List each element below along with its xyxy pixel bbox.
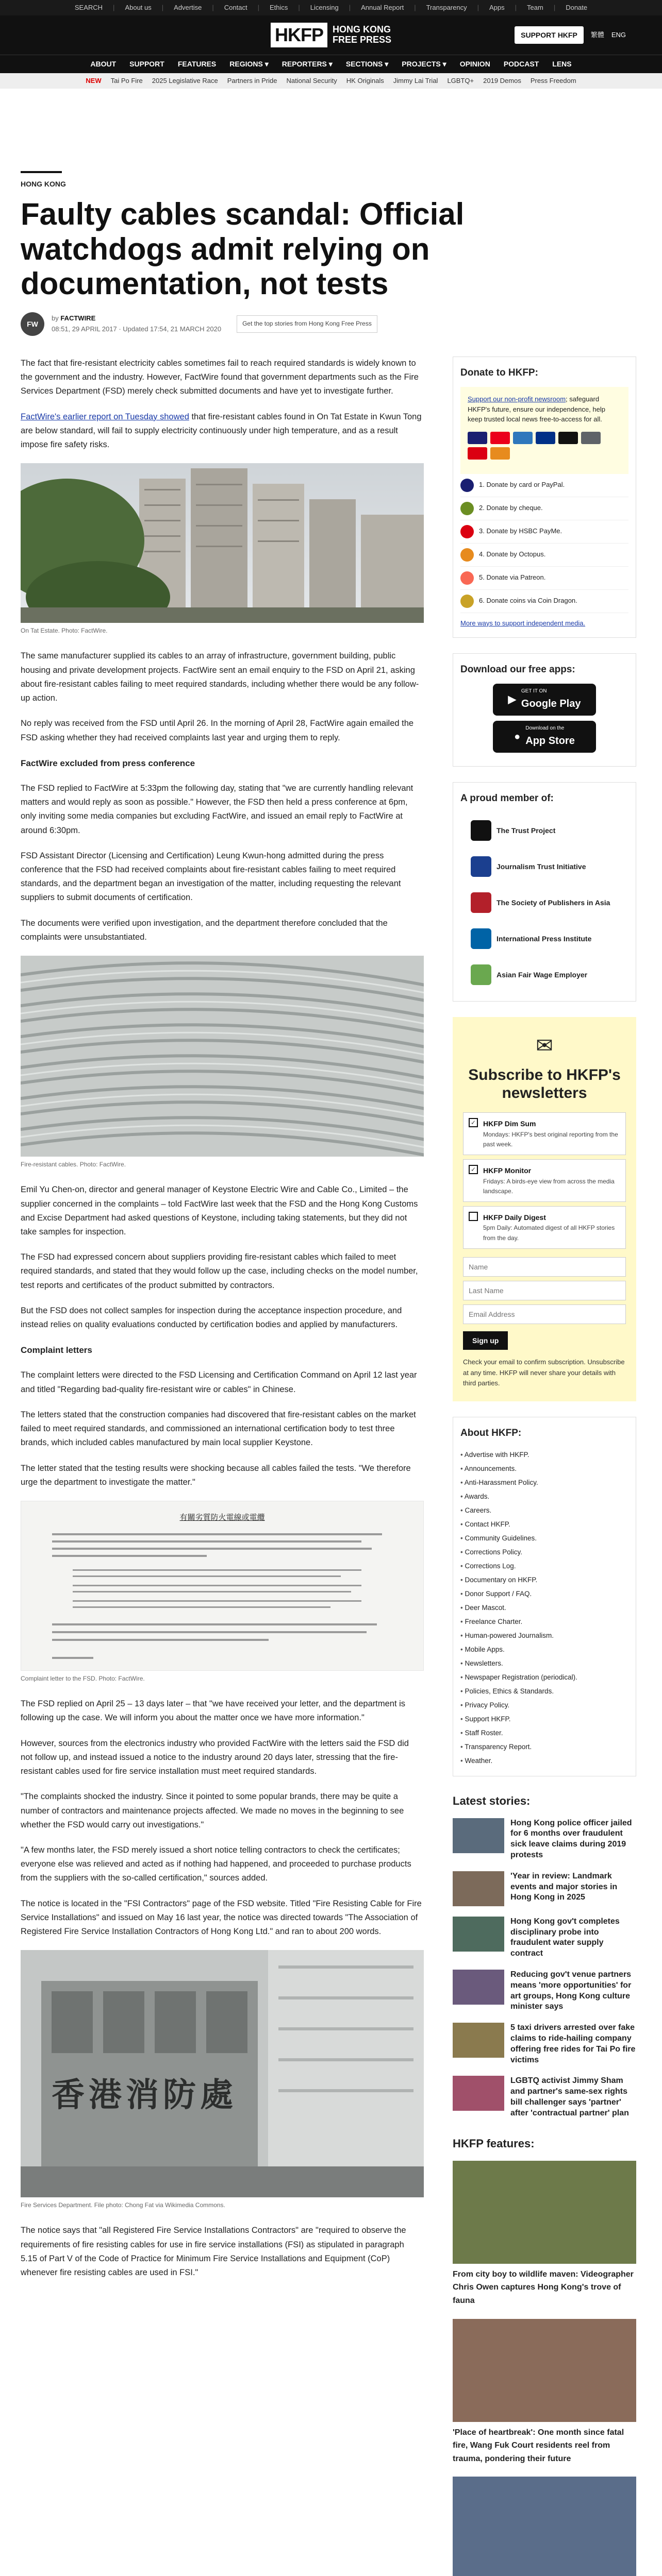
paragraph: However, sources from the electronics industry who provided FactWire with the letters said the FSD did not follow up, and instead issued a notice to the industry around 20 days later, stressing that the fire-resistant cables used for fire service installation must meet required standards. (21, 1738, 409, 1776)
apps-link[interactable]: Apps (489, 3, 505, 11)
logo-mark: HKFP (271, 23, 327, 47)
paragraph: The FSD had expressed concern about suppliers providing fire-resistant cables which failed to meet required standards, and stated that they would follow up the case, including checks on the model number, test reports and certificates of the product submitted by contractors. (21, 1252, 418, 1290)
latest-title: Latest stories: (453, 1794, 531, 1807)
topic-link[interactable]: 2025 Legislative Race (152, 76, 218, 84)
article-dates: 08:51, 29 APRIL 2017 · Updated 17:54, 21 MARCH 2020 (52, 325, 222, 333)
about-link[interactable]: • Corrections Log. (460, 1559, 628, 1573)
about-link[interactable]: • Weather. (460, 1754, 628, 1768)
topic-link[interactable]: Jimmy Lai Trial (393, 76, 438, 84)
story-headline[interactable]: LGBTQ activist Jimmy Sham and partner's same-sex rights bill challenger says 'partner' after 'contractual partner' plan (510, 2076, 629, 2117)
about-link[interactable]: • Staff Roster. (460, 1726, 628, 1740)
nav-opinion[interactable]: OPINION (459, 60, 490, 69)
byline-text: by FACTWIRE 08:51, 29 APRIL 2017 · Updated 17:54, 21 MARCH 2020 (52, 314, 222, 333)
nav-projects[interactable]: PROJECTS ▾ (402, 60, 446, 69)
topic-link[interactable]: 2019 Demos (483, 76, 521, 84)
sidebar (453, 357, 636, 2576)
about-link[interactable]: • Mobile Apps. (460, 1642, 628, 1656)
paragraph: The letter stated that the testing results were shocking because all cables failed the tests. "We therefore urge the department to investigate the matter." (21, 1463, 411, 1487)
nav-podcast[interactable]: PODCAST (503, 60, 539, 69)
story-item[interactable] (453, 2076, 636, 2119)
photo-caption: Complaint letter to the FSD. Photo: FactWire. (21, 1675, 145, 1683)
sopa-icon (471, 892, 491, 913)
paragraph: The letters stated that the construction companies had discovered that fire-resistant cables on the market failed to meet required standards, and commissioned an international certification body to test three brands, which included cables manufactured by main local supplier Keystone. (21, 1410, 416, 1448)
email-field[interactable] (463, 1304, 626, 1324)
about-link[interactable]: • Human-powered Journalism. (460, 1629, 628, 1642)
about-link[interactable]: • Community Guidelines. (460, 1531, 628, 1545)
fair-wage-icon (471, 964, 491, 985)
about-link[interactable]: • Privacy Policy. (460, 1698, 628, 1712)
page-wrapper (19, 171, 643, 2576)
member-logo[interactable]: Journalism Trust Initiative (460, 849, 628, 885)
checkbox[interactable]: ✓ (469, 1165, 478, 1174)
donate-title: Donate to HKFP: (460, 367, 538, 378)
about-link[interactable]: • Announcements. (460, 1462, 628, 1476)
google-pay-icon[interactable] (581, 432, 601, 444)
about-link[interactable]: • Transparency Report. (460, 1740, 628, 1754)
paragraph: The complaint letters were directed to the FSD Licensing and Certification Command on April 12 last year and titled "Regarding bad-quality fire-resistant wire or cables" in Chinese. (21, 1370, 417, 1394)
advertise-link[interactable]: Advertise (174, 3, 202, 11)
newsletter-option[interactable]: ✓ HKFP Dim Sum Mondays: HKFP's best original reporting from the past week. (463, 1112, 626, 1155)
about-link[interactable]: • Documentary on HKFP. (460, 1573, 628, 1587)
octopus-icon[interactable] (490, 447, 510, 460)
topic-link[interactable]: HK Originals (346, 76, 384, 84)
member-logo[interactable]: International Press Institute (460, 921, 628, 957)
newsletter-promo-button[interactable]: Get the top stories from Hong Kong Free Press (237, 315, 377, 332)
newsletter-title: Subscribe to HKFP's newsletters (468, 1066, 621, 1101)
story-headline[interactable]: 'Year in review: Landmark events and major stories in Hong Kong in 2025 (510, 1871, 618, 1902)
donate-link[interactable]: Donate (566, 3, 588, 11)
newsletter-option[interactable]: HKFP Daily Digest 5pm Daily: Automated digest of all HKFP stories from the day. (463, 1206, 626, 1249)
support-button[interactable]: SUPPORT HKFP (515, 26, 584, 44)
article-body (19, 357, 422, 2576)
paragraph: The FSD replied to FactWire at 5:33pm the following day, stating that "we are currently handling relevant matters and would reply as soon as possible." However, the FSD then held a press conference at 6pm, only inviting some media companies but excluding FactWire, and issued an email reply to FactWire at around 6:30pm. (21, 783, 413, 835)
more-ways-link[interactable]: More ways to support independent media. (460, 619, 586, 627)
about-link[interactable]: • Newspaper Registration (periodical). (460, 1670, 628, 1684)
cables-photo (21, 956, 424, 1157)
payme-icon[interactable] (468, 447, 487, 460)
site-logo[interactable] (271, 23, 391, 47)
topic-link[interactable]: Tai Po Fire (110, 76, 143, 84)
google-play-icon: ▶ (508, 694, 516, 706)
nav-reporters[interactable]: REPORTERS ▾ (282, 60, 333, 69)
new-badge: NEW (86, 76, 102, 84)
members-title: A proud member of: (460, 793, 554, 804)
newsletter-note: Check your email to confirm subscription. Unsubscribe at any time. HKFP will never share your details with third parties. (463, 1358, 625, 1387)
story-headline[interactable]: Hong Kong gov't completes disciplinary probe into fraudulent water supply contract (510, 1917, 620, 1958)
feature-image[interactable] (453, 2319, 636, 2422)
paragraph: The notice is located in the "FSI Contractors" page of the FSD website. Titled "Fire Resisting Cable for Fire Service Installations" and issued on May 16 last year, the notice was directed towards "The Association of Registered Fire Service Installation Contractors of Hong Kong Ltd." and ran to about 200 words. (21, 1899, 422, 1937)
about-link[interactable]: • Advertise with HKFP. (460, 1448, 628, 1462)
story-headline[interactable]: Hong Kong police officer jailed for 6 months over fraudulent sick leave claims during 2019 protests (510, 1818, 632, 1860)
title-rule (21, 171, 62, 173)
lang-english[interactable]: ENG (611, 30, 626, 39)
donate-option[interactable]: 6. Donate coins via Coin Dragon. (460, 590, 628, 613)
about-link[interactable]: • Freelance Charter. (460, 1615, 628, 1629)
paypal-icon[interactable] (536, 432, 555, 444)
on-tat-estate-photo (21, 463, 424, 623)
envelope-icon: ✉ (536, 1035, 553, 1058)
article-title: Faulty cables scandal: Official watchdogs admit relying on documentation, not tests (21, 197, 465, 301)
section-heading: Complaint letters (21, 1345, 92, 1355)
about-link[interactable]: • Support HKFP. (460, 1712, 628, 1726)
complaint-letter-image (21, 1501, 424, 1671)
latest-stories (453, 1792, 636, 2119)
patreon-icon (460, 571, 474, 585)
apple-icon: ● (514, 731, 521, 743)
donate-option[interactable]: 1. Donate by card or PayPal. (460, 474, 628, 497)
topic-bar (0, 73, 662, 89)
about-box (453, 1417, 636, 1776)
main-nav (0, 55, 662, 73)
payment-methods (468, 432, 621, 460)
donate-option[interactable]: 3. Donate by HSBC PayMe. (460, 520, 628, 544)
visa-icon[interactable] (468, 432, 487, 444)
header-actions (515, 26, 626, 44)
story-item[interactable] (453, 1818, 636, 1861)
nav-sections[interactable]: SECTIONS ▾ (345, 60, 389, 69)
first-name-field[interactable] (463, 1257, 626, 1277)
donate-option[interactable]: 5. Donate via Patreon. (460, 567, 628, 590)
about-list (460, 1448, 628, 1768)
about-link[interactable]: • Corrections Policy. (460, 1545, 628, 1559)
member-logo[interactable]: The Society of Publishers in Asia (460, 885, 628, 921)
paragraph: "A few months later, the FSD merely issued a short notice telling contractors to check the certificates; everyone else was relieved and acted as if nothing had happened, and proceeded to purchase products from the suppliers with the so-called certification," sources added. (21, 1845, 411, 1883)
story-item[interactable] (453, 1917, 636, 1959)
topic-link[interactable]: Press Freedom (530, 76, 576, 84)
byline (21, 312, 643, 336)
nav-features[interactable]: FEATURES (177, 60, 217, 69)
logo-text: HONG KONG FREE PRESS (332, 24, 392, 45)
donate-option[interactable]: 2. Donate by cheque. (460, 497, 628, 520)
google-play-button[interactable]: ▶ GET IT ON Google Play (493, 684, 596, 716)
donate-intro: Support our non-profit newsroom; safeguard HKFP's future, ensure our independence, help keep trusted local news free-to-access for all. (460, 387, 628, 474)
about-link[interactable]: • Newsletters. (460, 1656, 628, 1670)
member-logo[interactable]: The Trust Project (460, 812, 628, 849)
paragraph: The documents were verified upon investigation, and the department therefore concluded that the complaints were unsubstantiated. (21, 918, 388, 942)
photo-caption: On Tat Estate. Photo: FactWire. (21, 627, 108, 635)
paragraph: The notice says that "all Registered Fire Service Installations Contractors" are "required to observe the requirements of fire resisting cables for use in fire service installations (FSI) as stipulated in paragraph 5.15 of Part V of the Code of Practice for Minimum Fire Service Installations and Equipment (CoP) whenever fire resisting cables are used in FSI." (21, 2226, 406, 2278)
about-link[interactable]: • Awards. (460, 1489, 628, 1503)
top-utility-bar: SEARCH | About us | Advertise | Contact | Ethics | Licensing | Annual Report | Transparency | Apps | Team | Donate (0, 0, 662, 15)
checkbox[interactable] (469, 1212, 478, 1221)
author-avatar[interactable]: FW (21, 312, 44, 336)
newsletter-option[interactable]: ✓ HKFP Monitor Fridays: A birds-eye view from across the media landscape. (463, 1159, 626, 1202)
features-title: HKFP features: (453, 2137, 535, 2150)
amex-icon[interactable] (513, 432, 533, 444)
jti-icon (471, 856, 491, 877)
newsletter-box (453, 1017, 636, 1401)
mastercard-icon[interactable] (490, 432, 510, 444)
story-thumbnail[interactable] (453, 1917, 504, 1952)
last-name-field[interactable] (463, 1281, 626, 1300)
coin-icon (460, 595, 474, 608)
ethics-link[interactable]: Ethics (269, 3, 288, 11)
about-link[interactable]: • Donor Support / FAQ. (460, 1587, 628, 1601)
trust-project-icon (471, 820, 491, 841)
topic-link[interactable]: National Security (286, 76, 337, 84)
nav-about[interactable]: ABOUT (90, 60, 117, 69)
donate-box (453, 357, 636, 638)
feature-headline[interactable]: 'Place of heartbreak': One month since fatal fire, Wang Fuk Court residents reel from trauma, pondering their future (453, 2428, 624, 2463)
fire-services-photo (21, 1950, 424, 2197)
nav-support[interactable]: SUPPORT (129, 60, 164, 69)
ipi-icon (471, 928, 491, 949)
payme-icon (460, 525, 474, 538)
feature-item[interactable] (453, 2477, 636, 2576)
story-item[interactable] (453, 1871, 636, 1906)
annual-report-link[interactable]: Annual Report (361, 3, 404, 11)
paragraph: FSD Assistant Director (Licensing and Certification) Leung Kwun-hong admitted during the press conference that the FSD had received complaints about fire-resistant cables failing to meet required standards, and the department began an investigation of the matter, including requesting the relevant suppliers to submit documents of certification. (21, 851, 401, 903)
about-link[interactable]: • Contact HKFP. (460, 1517, 628, 1531)
about-link[interactable]: • Anti-Harassment Policy. (460, 1476, 628, 1489)
about-link[interactable]: About us (125, 3, 152, 11)
contact-link[interactable]: Contact (224, 3, 247, 11)
author-name[interactable]: FACTWIRE (60, 314, 96, 323)
feature-item[interactable] (453, 2161, 636, 2308)
feature-headline[interactable]: From city boy to wildlife maven: Videographer Chris Owen captures Hong Kong's trove of fauna (453, 2269, 634, 2305)
story-thumbnail[interactable] (453, 2076, 504, 2111)
header (0, 15, 662, 55)
nav-regions[interactable]: REGIONS ▾ (229, 60, 269, 69)
nav-lens[interactable]: LENS (552, 60, 572, 69)
story-thumbnail[interactable] (453, 1818, 504, 1853)
section-heading: FactWire excluded from press conference (21, 758, 195, 768)
about-link[interactable]: • Careers. (460, 1503, 628, 1517)
checkbox[interactable]: ✓ (469, 1118, 478, 1127)
story-headline[interactable]: 5 taxi drivers arrested over fake claims to ride-hailing company offering free rides for Tai Po fire victims (510, 2023, 636, 2064)
paragraph: But the FSD does not collect samples for inspection during the acceptance inspection procedure, and instead relies on quality evaluations conducted by certification bodies and applied by manufacturers. (21, 1306, 402, 1330)
octopus-icon (460, 548, 474, 562)
story-headline[interactable]: Reducing gov't venue partners means 'more opportunities' for art groups, Hong Kong culture minister says (510, 1970, 632, 2011)
story-thumbnail[interactable] (453, 1871, 504, 1906)
members-box (453, 782, 636, 1002)
paragraph: FactWire's earlier report on Tuesday showed that fire-resistant cables found in On Tat Estate in Kwun Tong are below standard, will fail to supply electricity continuously under high temperature, and as a result impose fire safety risks. (21, 412, 422, 450)
transparency-link[interactable]: Transparency (426, 3, 467, 11)
story-item[interactable] (453, 1970, 636, 2012)
card-icon (460, 479, 474, 492)
topic-link[interactable]: Partners in Pride (227, 76, 277, 84)
donate-option[interactable]: 4. Donate by Octopus. (460, 544, 628, 567)
feature-item[interactable] (453, 2319, 636, 2466)
topic-link[interactable]: LGBTQ+ (447, 76, 474, 84)
photo-caption: Fire Services Department. File photo: Chong Fat via Wikimedia Commons. (21, 2201, 225, 2209)
article-category[interactable]: HONG KONG (21, 180, 66, 188)
photo-caption: Fire-resistant cables. Photo: FactWire. (21, 1161, 126, 1168)
building-sign: 香港消防處 (52, 2076, 237, 2114)
lang-chinese[interactable]: 繁體 (590, 30, 604, 39)
paragraph: The fact that fire-resistant electricity cables sometimes fail to reach required standards is widely known to the government and the industry. However, FactWire found that government departments such as the Fire Services Department (FSD) merely check submitted documents and have yet to investigate further. (21, 358, 419, 396)
search-link[interactable]: SEARCH (74, 3, 103, 11)
apps-box (453, 653, 636, 767)
story-item[interactable] (453, 2023, 636, 2065)
signup-button[interactable]: Sign up (463, 1331, 508, 1350)
paragraph: The same manufacturer supplied its cables to an array of infrastructure, government building, public housing and private development projects. FactWire sent an email enquiry to the FSD on April 21, asking about fire-resistant cables failing to meet required standards, including whether there would be any follow-up action. (21, 651, 419, 703)
member-logo[interactable]: Asian Fair Wage Employer (460, 957, 628, 993)
paragraph: The FSD replied on April 25 – 13 days later – that "we have received your letter, and the department is following up the case. We will inform you about the matter once we have more information." (21, 1699, 406, 1723)
letter-title: 有關劣質防火電線或電纜 (179, 1513, 265, 1522)
paragraph: Emil Yu Chen-on, director and general manager of Keystone Electric Wire and Cable Co., Limited – the supplier concerned in the complaints – told FactWire last week that the FSD and the Hong Kong Customs and Excise Department had asked questions of Keystone, including taking statements, but they did not take samples for inspection. (21, 1185, 418, 1236)
apps-title: Download our free apps: (460, 664, 575, 675)
apple-pay-icon[interactable] (558, 432, 578, 444)
feature-image[interactable] (453, 2477, 636, 2576)
app-store-button[interactable]: ● Download on the App Store (493, 721, 596, 753)
licensing-link[interactable]: Licensing (310, 3, 339, 11)
about-title: About HKFP: (460, 1428, 522, 1439)
cheque-icon (460, 502, 474, 515)
about-link[interactable]: • Deer Mascot. (460, 1601, 628, 1615)
support-newsroom-link[interactable]: Support our non-profit newsroom (468, 395, 566, 403)
paragraph: "The complaints shocked the industry. Since it pointed to some popular brands, there may be quite a number of contractors and maintenance projects affected. We made no moves in the beginning to see whether the FSD would carry out investigations." (21, 1792, 404, 1829)
feature-image[interactable] (453, 2161, 636, 2264)
story-thumbnail[interactable] (453, 2023, 504, 2058)
features (453, 2134, 636, 2576)
earlier-report-link[interactable]: FactWire's earlier report on Tuesday showed (21, 412, 189, 421)
paragraph: No reply was received from the FSD until April 26. In the morning of April 28, FactWire again emailed the FSD asking whether they had received complaints last year and urging them to reply. (21, 719, 414, 742)
story-thumbnail[interactable] (453, 1970, 504, 2005)
about-link[interactable]: • Policies, Ethics & Standards. (460, 1684, 628, 1698)
team-link[interactable]: Team (527, 3, 543, 11)
